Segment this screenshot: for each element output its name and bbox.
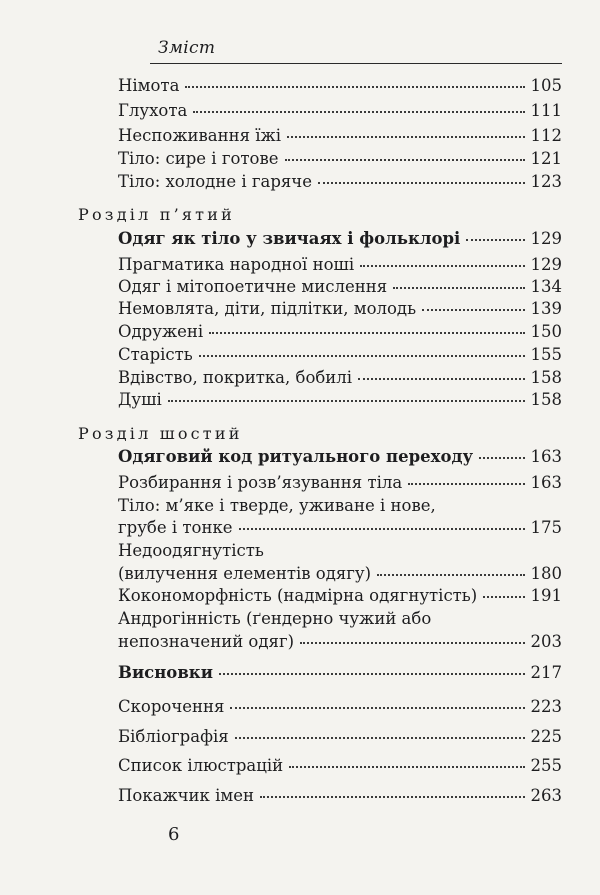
entry-page: 139 [530,299,562,318]
dot-leader [318,181,525,184]
entry-title: Немовлята, діти, підлітки, молодь [118,299,417,318]
dot-leader [360,264,524,267]
entry-page: 163 [530,447,562,466]
entry-page: 158 [530,390,562,409]
toc-entry [118,368,562,388]
entry-title: Глухота [118,101,188,120]
dot-leader [230,706,524,709]
dot-leader [235,736,525,739]
entry-title: Старість [118,345,193,364]
section-heading [118,229,562,249]
toc-entry [118,172,562,192]
dot-leader [209,331,524,334]
dot-leader [289,765,524,768]
entry-page: 175 [530,518,562,537]
toc-entry [118,277,562,297]
entry-page: 123 [530,172,562,191]
entry-title: Список ілюстрацій [118,756,284,775]
dot-leader [168,399,525,402]
entry-title: Кокономорфність (надмірна одягнутість) [118,586,478,605]
entry-page: 223 [530,697,562,716]
entry-title: непозначений одяг) [118,632,295,651]
entry-title: Одяг як тіло у звичаях і фольклорі [118,229,461,248]
entry-title: Покажчик імен [118,786,254,805]
toc-entry [118,299,562,319]
entry-title: (вилучення елементів одягу) [118,564,372,583]
toc-entry [118,756,562,776]
entry-title: Німота [118,76,180,95]
entry-page: 121 [530,149,562,168]
dot-leader [285,158,525,161]
entry-title-line1: Андрогінність (ґендерно чужий або [118,609,432,628]
dot-leader [422,308,524,311]
entry-page: 112 [530,126,562,145]
entry-title: Скорочення [118,697,225,716]
entry-page: 180 [530,564,562,583]
entry-title: грубе і тонке [118,518,233,537]
dot-leader [239,527,525,530]
dot-leader [193,110,524,113]
toc-entry [118,564,562,584]
entry-page: 203 [530,632,562,651]
entry-page: 225 [530,727,562,746]
entry-title: Неспоживання їжі [118,126,282,145]
entry-page: 129 [530,229,562,248]
entry-title: Тіло: сире і готове [118,149,279,168]
entry-page: 263 [530,786,562,805]
entry-title: Тіло: холодне і гаряче [118,172,312,191]
toc-entry [118,697,562,717]
toc-entry [118,586,562,606]
entry-title: Одяг і мітопоетичне мислення [118,277,388,296]
entry-title: Душі [118,390,162,409]
entry-title: Висновки [118,663,213,682]
entry-title: Прагматика народної ноші [118,255,355,274]
toc-entry [118,727,562,747]
entry-page: 111 [530,101,562,120]
running-head: Зміст [158,38,216,58]
entry-page: 158 [530,368,562,387]
dot-leader [393,286,524,289]
entry-title: Одяговий код ритуального переходу [118,447,474,466]
entry-title-line1: Тіло: м’яке і тверде, уживане і нове, [118,496,436,515]
toc-entry [118,473,562,493]
entry-page: 217 [530,663,562,682]
dot-leader [185,85,524,88]
entry-page: 155 [530,345,562,364]
toc-entry [118,322,562,342]
toc-entry [118,632,562,652]
entry-page: 134 [530,277,562,296]
dot-leader [483,595,524,598]
dot-leader [408,482,524,485]
entry-page: 191 [530,586,562,605]
dot-leader [466,238,524,241]
toc-entry [118,149,562,169]
section-heading [118,447,562,467]
toc-entry [118,126,562,146]
toc-entry [118,255,562,275]
entry-title: Одружені [118,322,204,341]
conclusions-entry [118,663,562,683]
header-rule [150,63,562,64]
toc-entry [118,101,562,121]
dot-leader [358,377,524,380]
dot-leader [300,641,524,644]
toc-entry [118,786,562,806]
dot-leader [219,672,525,675]
section-label: Розділ шостий [78,424,243,443]
toc-entry [118,518,562,538]
entry-page: 129 [530,255,562,274]
entry-title: Вдівство, покритка, бобилі [118,368,353,387]
dot-leader [479,456,524,459]
dot-leader [377,573,524,576]
entry-page: 163 [530,473,562,492]
entry-title: Бібліографія [118,727,229,746]
entry-page: 150 [530,322,562,341]
section-label: Розділ п’ятий [78,205,235,224]
dot-leader [287,135,524,138]
page-number: 6 [168,824,180,845]
dot-leader [199,354,525,357]
toc-entry [118,345,562,365]
toc-entry [118,76,562,96]
entry-page: 105 [530,76,562,95]
toc-entry [118,390,562,410]
entry-title: Розбирання і розв’язування тіла [118,473,403,492]
dot-leader [260,795,525,798]
entry-title-line1: Недоодягнутість [118,541,264,560]
entry-page: 255 [530,756,562,775]
